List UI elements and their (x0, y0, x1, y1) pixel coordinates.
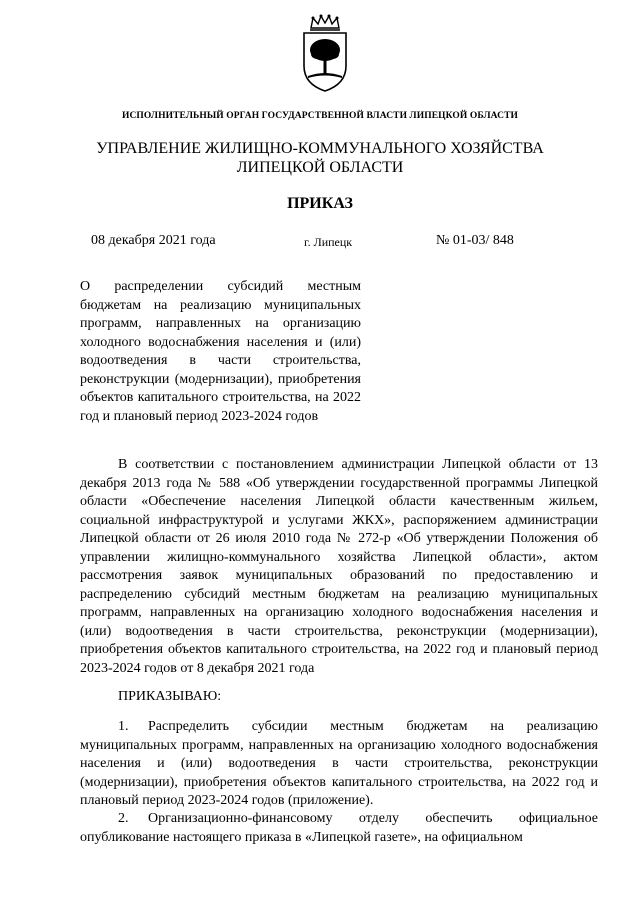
department-line-2: ЛИПЕЦКОЙ ОБЛАСТИ (236, 159, 404, 176)
coat-of-arms-emblem (295, 14, 355, 94)
item-number: 1. (118, 719, 129, 734)
issuing-authority: ИСПОЛНИТЕЛЬНЫЙ ОРГАН ГОСУДАРСТВЕННОЙ ВЛАСТИ ЛИПЕЦКОЙ ОБЛАСТИ (121, 111, 519, 121)
order-city: г. Липецк (304, 235, 353, 249)
item-text: Распределить субсидии местным бюджетам на реализацию муниципальных программ, направленных на организацию холодного водоснабжения населения и (или) водоотведения в части строительства, реконструкции (модернизации), приобретения объектов капитального строительства, на 2022 год и плановый период 2023-2024 годов (приложение). (80, 719, 598, 808)
order-number: № 01-03/ 848 (436, 233, 514, 248)
order-date: 08 декабря 2021 года (91, 233, 216, 248)
order-subject: О распределении субсидий местным бюджетам на реализацию муниципальных программ, направленных на организацию холодного водоснабжения населения и (или) водоотведения в части строительства, реконструкции (модернизации), приобретения объектов капитального строительства, на 2022 год и плановый период 2023-2024 годов (80, 279, 361, 424)
department-name (0, 139, 640, 177)
item-number: 2. (118, 811, 129, 826)
order-item (80, 718, 598, 811)
decree-word: ПРИКАЗЫВАЮ: (118, 689, 222, 704)
order-item (80, 810, 598, 847)
department-line-1: УПРАВЛЕНИЕ ЖИЛИЩНО-КОММУНАЛЬНОГО ХОЗЯЙСТВА (96, 140, 544, 157)
preamble-paragraph: В соответствии с постановлением администрации Липецкой области от 13 декабря 2013 года № 588 «Об утверждении государственной программы Липецкой области «Обеспечение населения Липецкой области качественным жильем, социальной инфраструктурой и услугами ЖКХ», распоряжением администрации Липецкой области от 26 июля 2010 года № 272-р «Об утверждении Положения об управлении жилищно-коммунального хозяйства Липецкой области», актом рассмотрения заявок муниципальных образований по предоставлению и распределению субсидий местным бюджетам на реализацию муниципальных программ, направленных на организацию холодного водоснабжения населения и (или) водоотведения в части строительства, реконструкции (модернизации), приобретения объектов капитального строительства, на 2022 год и плановый период 2023-2024 годов от 8 декабря 2021 года (80, 457, 598, 676)
document-type-title: ПРИКАЗ (287, 195, 353, 212)
item-text: Организационно-финансовому отделу обеспечить официальное опубликование настоящего приказа в «Липецкой газете», на официальном (80, 811, 598, 845)
